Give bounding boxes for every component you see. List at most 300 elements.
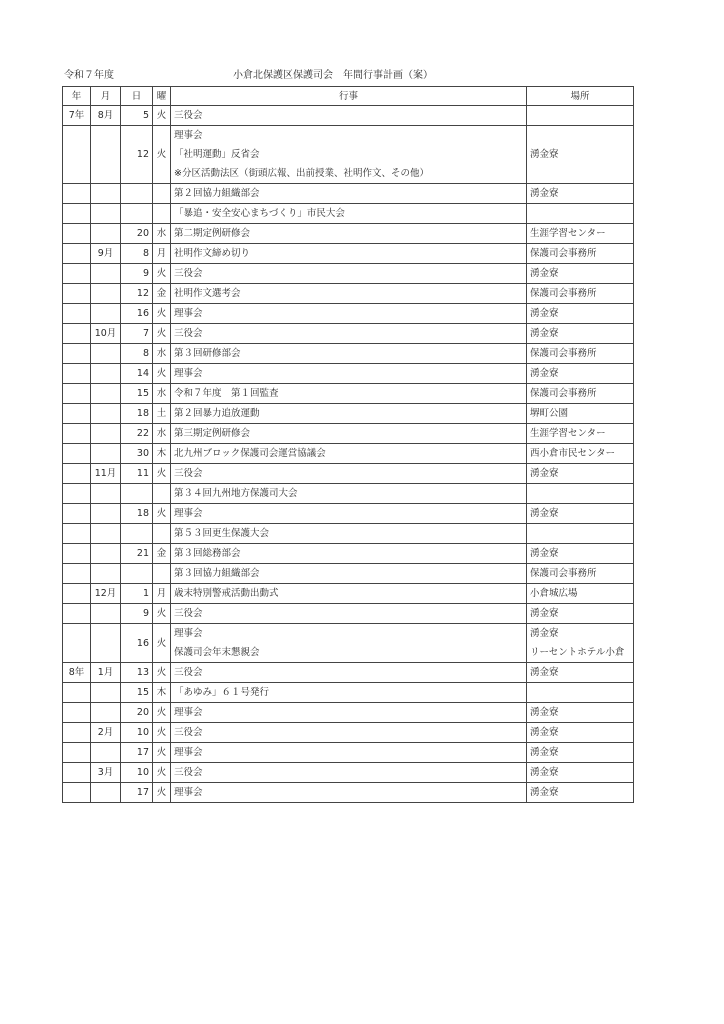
event-cell	[171, 244, 527, 264]
place-line: 湧金寮	[530, 508, 559, 519]
day-cell: 1	[121, 584, 153, 604]
weekday-cell: 火	[153, 324, 171, 344]
table-row	[63, 703, 634, 723]
place-cell	[527, 484, 634, 504]
event-line: 社明作文締め切り	[174, 248, 251, 259]
month-cell: 2月	[91, 723, 121, 743]
weekday-cell: 木	[153, 444, 171, 464]
event-cell	[171, 743, 527, 763]
month-cell	[91, 544, 121, 564]
month-cell	[91, 364, 121, 384]
event-line: 理事会	[174, 787, 203, 798]
table-row	[63, 564, 634, 584]
place-cell	[527, 703, 634, 723]
table-row	[63, 484, 634, 504]
weekday-cell: 水	[153, 384, 171, 404]
event-line: 第三期定例研修会	[174, 428, 251, 439]
weekday-cell: 火	[153, 504, 171, 524]
event-line: 三役会	[174, 110, 203, 121]
place-cell	[527, 624, 634, 663]
weekday-cell	[153, 484, 171, 504]
month-cell: 1月	[91, 663, 121, 683]
event-line: 保護司会年末懇親会	[174, 647, 260, 658]
weekday-cell: 火	[153, 743, 171, 763]
month-cell	[91, 444, 121, 464]
event-line: 第２回暴力追放運動	[174, 408, 260, 419]
event-line: 理事会	[174, 130, 203, 141]
year-cell	[63, 424, 91, 444]
year-cell	[63, 763, 91, 783]
place-line: 湧金寮	[530, 368, 559, 379]
place-line: リーセントホテル小倉	[530, 647, 625, 658]
day-cell: 13	[121, 663, 153, 683]
place-line: 保護司会事務所	[530, 568, 597, 579]
weekday-cell: 月	[153, 244, 171, 264]
day-cell: 8	[121, 344, 153, 364]
event-line: 第３回協力組織部会	[174, 568, 260, 579]
place-cell	[527, 404, 634, 424]
day-cell: 16	[121, 304, 153, 324]
place-cell	[527, 444, 634, 464]
weekday-cell	[153, 524, 171, 544]
year-cell	[63, 244, 91, 264]
place-cell	[527, 743, 634, 763]
place-cell	[527, 126, 634, 184]
place-cell	[527, 524, 634, 544]
day-cell: 30	[121, 444, 153, 464]
place-line: 湧金寮	[530, 727, 559, 738]
place-cell	[527, 584, 634, 604]
table-row	[63, 663, 634, 683]
month-cell: 9月	[91, 244, 121, 264]
event-line: 三役会	[174, 608, 203, 619]
col-header-dow: 曜	[153, 87, 171, 106]
header-row	[63, 87, 634, 106]
month-cell	[91, 304, 121, 324]
table-row	[63, 524, 634, 544]
place-line: 湧金寮	[530, 328, 559, 339]
event-line: 三役会	[174, 468, 203, 479]
month-cell	[91, 384, 121, 404]
place-line: 小倉城広場	[530, 588, 578, 599]
table-row	[63, 284, 634, 304]
table-row	[63, 304, 634, 324]
weekday-cell: 水	[153, 424, 171, 444]
event-cell	[171, 204, 527, 224]
weekday-cell: 火	[153, 763, 171, 783]
table-row	[63, 126, 634, 184]
event-cell	[171, 384, 527, 404]
event-line: 三役会	[174, 727, 203, 738]
place-cell	[527, 604, 634, 624]
event-line: 理事会	[174, 368, 203, 379]
col-header-month: 月	[91, 87, 121, 106]
month-cell	[91, 224, 121, 244]
weekday-cell: 火	[153, 723, 171, 743]
month-cell	[91, 284, 121, 304]
place-cell	[527, 464, 634, 484]
table-row	[63, 604, 634, 624]
year-cell	[63, 126, 91, 184]
month-cell	[91, 783, 121, 803]
event-line: 第３回総務部会	[174, 548, 241, 559]
year-cell	[63, 524, 91, 544]
year-cell	[63, 743, 91, 763]
event-line: 「あゆみ」６１号発行	[174, 687, 270, 698]
document-header	[62, 69, 662, 83]
event-cell	[171, 723, 527, 743]
event-line: 北九州ブロック保護司会運営協議会	[174, 448, 326, 459]
year-cell	[63, 683, 91, 703]
weekday-cell: 水	[153, 224, 171, 244]
place-cell	[527, 304, 634, 324]
month-cell: 3月	[91, 763, 121, 783]
year-cell	[63, 584, 91, 604]
day-cell: 18	[121, 404, 153, 424]
day-cell	[121, 564, 153, 584]
month-cell	[91, 404, 121, 424]
day-cell: 20	[121, 224, 153, 244]
place-line	[530, 524, 630, 543]
weekday-cell: 火	[153, 126, 171, 184]
year-cell	[63, 604, 91, 624]
event-line: 歳末特別警戒活動出動式	[174, 588, 279, 599]
month-cell	[91, 264, 121, 284]
event-cell	[171, 544, 527, 564]
event-cell	[171, 424, 527, 444]
event-line: 理事会	[174, 747, 203, 758]
table-row	[63, 324, 634, 344]
day-cell: 8	[121, 244, 153, 264]
month-cell	[91, 424, 121, 444]
table-row	[63, 404, 634, 424]
year-cell	[63, 783, 91, 803]
month-cell	[91, 743, 121, 763]
place-line: 保護司会事務所	[530, 288, 597, 299]
year-cell	[63, 184, 91, 204]
event-cell	[171, 484, 527, 504]
year-cell: 7年	[63, 106, 91, 126]
event-cell	[171, 224, 527, 244]
month-cell	[91, 504, 121, 524]
col-header-day: 日	[121, 87, 153, 106]
table-row	[63, 264, 634, 284]
table-row	[63, 584, 634, 604]
event-line: 第５３回更生保護大会	[174, 528, 270, 539]
month-cell	[91, 204, 121, 224]
month-cell	[91, 184, 121, 204]
day-cell: 7	[121, 324, 153, 344]
event-line: 「暴追・安全安心まちづくり」市民大会	[174, 208, 345, 219]
table-row	[63, 723, 634, 743]
place-cell	[527, 106, 634, 126]
event-line: 理事会	[174, 308, 203, 319]
place-line	[530, 484, 630, 503]
col-header-place: 場所	[527, 87, 634, 106]
year-cell	[63, 544, 91, 564]
place-line: 湧金寮	[530, 667, 559, 678]
weekday-cell: 火	[153, 364, 171, 384]
weekday-cell: 金	[153, 284, 171, 304]
event-line: ※分区活動法区（街頭広報、出前授業、社明作文、その他）	[174, 168, 429, 179]
month-cell: 8月	[91, 106, 121, 126]
month-cell: 11月	[91, 464, 121, 484]
weekday-cell: 土	[153, 404, 171, 424]
table-row	[63, 364, 634, 384]
event-cell	[171, 444, 527, 464]
day-cell	[121, 524, 153, 544]
place-cell	[527, 783, 634, 803]
place-line: 西小倉市民センター	[530, 448, 616, 459]
table-row	[63, 184, 634, 204]
weekday-cell: 火	[153, 264, 171, 284]
day-cell: 17	[121, 783, 153, 803]
year-cell	[63, 723, 91, 743]
day-cell: 15	[121, 384, 153, 404]
place-cell	[527, 244, 634, 264]
event-cell	[171, 404, 527, 424]
year-cell	[63, 484, 91, 504]
month-cell	[91, 484, 121, 504]
place-cell	[527, 723, 634, 743]
event-cell	[171, 464, 527, 484]
place-line: 湧金寮	[530, 787, 559, 798]
weekday-cell: 火	[153, 703, 171, 723]
year-cell	[63, 504, 91, 524]
day-cell: 20	[121, 703, 153, 723]
day-cell: 17	[121, 743, 153, 763]
place-cell	[527, 763, 634, 783]
event-cell	[171, 663, 527, 683]
year-cell: 8年	[63, 663, 91, 683]
event-cell	[171, 184, 527, 204]
table-row	[63, 743, 634, 763]
weekday-cell: 火	[153, 106, 171, 126]
table-row	[63, 106, 634, 126]
year-cell	[63, 264, 91, 284]
place-cell	[527, 344, 634, 364]
event-cell	[171, 344, 527, 364]
event-line: 理事会	[174, 628, 203, 639]
year-cell	[63, 304, 91, 324]
event-cell	[171, 584, 527, 604]
month-cell	[91, 624, 121, 663]
month-cell	[91, 604, 121, 624]
day-cell: 5	[121, 106, 153, 126]
event-cell	[171, 324, 527, 344]
table-row	[63, 683, 634, 703]
year-cell	[63, 444, 91, 464]
place-cell	[527, 184, 634, 204]
day-cell: 12	[121, 284, 153, 304]
month-cell	[91, 703, 121, 723]
table-row	[63, 464, 634, 484]
month-cell	[91, 126, 121, 184]
year-cell	[63, 404, 91, 424]
event-cell	[171, 783, 527, 803]
place-cell	[527, 204, 634, 224]
event-cell	[171, 126, 527, 184]
table-row	[63, 504, 634, 524]
event-cell	[171, 763, 527, 783]
year-cell	[63, 204, 91, 224]
place-line: 湧金寮	[530, 268, 559, 279]
weekday-cell	[153, 204, 171, 224]
place-line: 湧金寮	[530, 767, 559, 778]
col-header-year: 年	[63, 87, 91, 106]
day-cell: 10	[121, 763, 153, 783]
day-cell: 14	[121, 364, 153, 384]
event-cell	[171, 703, 527, 723]
weekday-cell: 火	[153, 663, 171, 683]
month-cell	[91, 344, 121, 364]
year-cell	[63, 384, 91, 404]
place-line: 生涯学習センター	[530, 428, 606, 439]
place-line: 保護司会事務所	[530, 248, 597, 259]
event-line: 第３４回九州地方保護司大会	[174, 488, 298, 499]
event-cell	[171, 504, 527, 524]
weekday-cell: 火	[153, 604, 171, 624]
place-cell	[527, 564, 634, 584]
table-row	[63, 624, 634, 663]
day-cell: 16	[121, 624, 153, 663]
place-line: 湧金寮	[530, 747, 559, 758]
place-line: 生涯学習センター	[530, 228, 606, 239]
month-cell: 10月	[91, 324, 121, 344]
place-line	[530, 683, 630, 702]
day-cell: 10	[121, 723, 153, 743]
schedule-table-head	[63, 87, 634, 106]
day-cell	[121, 204, 153, 224]
event-line: 社明作文選考会	[174, 288, 241, 299]
weekday-cell: 水	[153, 344, 171, 364]
place-cell	[527, 384, 634, 404]
table-row	[63, 763, 634, 783]
place-cell	[527, 364, 634, 384]
weekday-cell: 火	[153, 783, 171, 803]
table-row	[63, 783, 634, 803]
weekday-cell: 月	[153, 584, 171, 604]
place-line: 湧金寮	[530, 608, 559, 619]
month-cell: 12月	[91, 584, 121, 604]
day-cell: 21	[121, 544, 153, 564]
weekday-cell: 火	[153, 624, 171, 663]
event-line: 三役会	[174, 767, 203, 778]
event-cell	[171, 683, 527, 703]
weekday-cell: 火	[153, 464, 171, 484]
day-cell: 9	[121, 604, 153, 624]
table-row	[63, 544, 634, 564]
place-cell	[527, 663, 634, 683]
table-row	[63, 444, 634, 464]
document-title: 小倉北保護区保護司会 年間行事計画（案）	[233, 70, 433, 81]
place-line: 湧金寮	[530, 628, 559, 639]
place-line: 湧金寮	[530, 707, 559, 718]
day-cell	[121, 184, 153, 204]
event-cell	[171, 604, 527, 624]
day-cell: 22	[121, 424, 153, 444]
place-line: 湧金寮	[530, 468, 559, 479]
place-cell	[527, 544, 634, 564]
place-line: 湧金寮	[530, 149, 559, 160]
event-line: 理事会	[174, 707, 203, 718]
day-cell: 9	[121, 264, 153, 284]
year-cell	[63, 703, 91, 723]
month-cell	[91, 564, 121, 584]
event-cell	[171, 106, 527, 126]
place-line	[530, 106, 630, 125]
fiscal-year-label: 令和７年度	[64, 70, 114, 81]
schedule-table-body	[63, 106, 634, 803]
day-cell: 15	[121, 683, 153, 703]
schedule-table	[62, 86, 634, 803]
year-cell	[63, 464, 91, 484]
year-cell	[63, 224, 91, 244]
day-cell: 11	[121, 464, 153, 484]
place-cell	[527, 284, 634, 304]
weekday-cell: 火	[153, 304, 171, 324]
place-cell	[527, 683, 634, 703]
place-cell	[527, 424, 634, 444]
day-cell: 18	[121, 504, 153, 524]
event-cell	[171, 284, 527, 304]
place-line: 湧金寮	[530, 548, 559, 559]
table-row	[63, 384, 634, 404]
table-row	[63, 344, 634, 364]
year-cell	[63, 324, 91, 344]
year-cell	[63, 364, 91, 384]
day-cell: 12	[121, 126, 153, 184]
table-row	[63, 244, 634, 264]
table-row	[63, 204, 634, 224]
event-line: 令和７年度 第１回監査	[174, 388, 279, 399]
weekday-cell: 金	[153, 544, 171, 564]
place-line: 湧金寮	[530, 188, 559, 199]
event-line: 三役会	[174, 268, 203, 279]
event-cell	[171, 304, 527, 324]
place-line: 湧金寮	[530, 308, 559, 319]
weekday-cell	[153, 564, 171, 584]
event-cell	[171, 564, 527, 584]
day-cell	[121, 484, 153, 504]
event-line: 三役会	[174, 328, 203, 339]
event-line: 第２回協力組織部会	[174, 188, 260, 199]
month-cell	[91, 524, 121, 544]
place-cell	[527, 324, 634, 344]
event-line: 第３回研修部会	[174, 348, 241, 359]
place-line: 堺町公園	[530, 408, 569, 419]
place-line: 保護司会事務所	[530, 388, 597, 399]
place-line	[530, 204, 630, 223]
year-cell	[63, 624, 91, 663]
table-row	[63, 424, 634, 444]
event-line: 第二期定例研修会	[174, 228, 251, 239]
event-line: 「社明運動」反省会	[174, 149, 260, 160]
year-cell	[63, 564, 91, 584]
event-cell	[171, 624, 527, 663]
year-cell	[63, 344, 91, 364]
place-cell	[527, 224, 634, 244]
year-cell	[63, 284, 91, 304]
col-header-event: 行事	[171, 87, 527, 106]
place-cell	[527, 264, 634, 284]
month-cell	[91, 683, 121, 703]
event-cell	[171, 264, 527, 284]
event-line: 理事会	[174, 508, 203, 519]
table-row	[63, 224, 634, 244]
weekday-cell	[153, 184, 171, 204]
place-line: 保護司会事務所	[530, 348, 597, 359]
